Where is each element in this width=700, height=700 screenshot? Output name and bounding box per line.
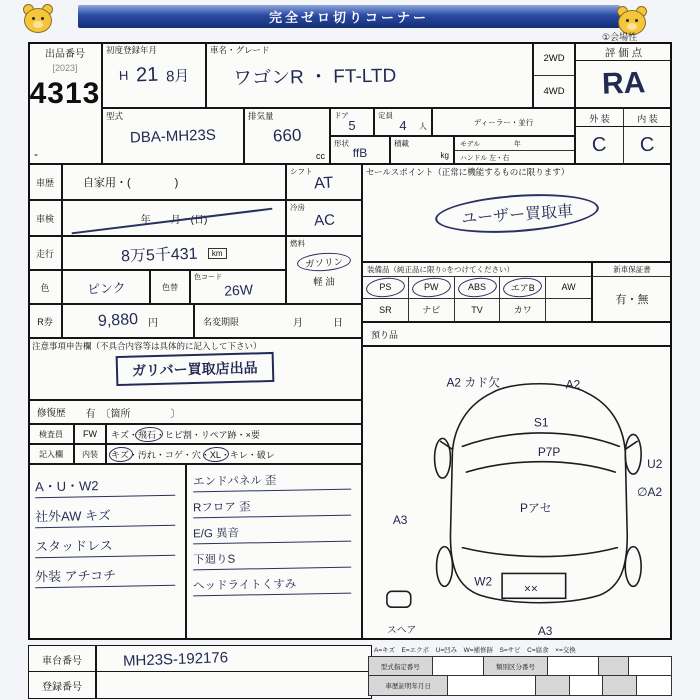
small-value-cell xyxy=(570,676,604,695)
inspector-fw-cell xyxy=(74,424,106,444)
model-handle-cell xyxy=(454,136,575,164)
damage-label-right-upper: U2 xyxy=(647,457,663,472)
warranty-cell xyxy=(592,262,672,322)
equip-tv: TV xyxy=(455,299,501,321)
color-code-cell xyxy=(190,270,286,304)
spare-tire xyxy=(387,591,411,607)
score-value-cell xyxy=(575,60,672,108)
damage-code-legend: A=キズ E=エクボ U=凹み W=補修跡 S=サビ C=腐食 ×=交換 xyxy=(374,647,576,654)
equipment-row1 xyxy=(363,277,591,299)
color-value: ピンク xyxy=(86,279,126,297)
note-line: E/G 異音 xyxy=(193,520,351,545)
lot-number-cell xyxy=(28,42,102,164)
deposit-label: 預り品 xyxy=(371,329,399,340)
inspector-label: 検査員 xyxy=(39,429,63,439)
damage-label-rear-left: W2 xyxy=(474,574,493,589)
drive-2wd: 2WD xyxy=(534,43,574,76)
warranty-label: 新車保証書 xyxy=(593,263,671,277)
r-ticket-value-cell xyxy=(62,304,194,338)
ext-int-header xyxy=(575,108,672,128)
chassis-label-cell xyxy=(28,645,96,673)
capacity-unit: 人 xyxy=(419,122,427,131)
car-name-cell xyxy=(206,42,533,108)
displacement-unit: cc xyxy=(316,151,325,161)
load-unit: kg xyxy=(440,151,449,160)
inspector-items1-cell xyxy=(106,424,362,444)
first-registration-month: 8月 xyxy=(165,67,190,85)
lot-year-tag: [2023] xyxy=(52,63,78,73)
mirror-left xyxy=(441,441,453,449)
aircon-label: 冷房 xyxy=(290,203,305,212)
banner-title: 完全ゼロ切りコーナー xyxy=(268,10,429,25)
shift-cell xyxy=(286,164,362,200)
load-cell xyxy=(390,136,454,164)
capacity-cell xyxy=(374,108,432,136)
name-change-label: 名変期限 xyxy=(203,316,240,327)
bear-muzzle xyxy=(627,23,637,30)
small-value-cell xyxy=(629,657,671,675)
regno-label: 登録番号 xyxy=(42,681,82,693)
equip-blank xyxy=(546,299,591,321)
notice-label: 注意事項申告欄（不具合内容等は具体的に記入して下さい） xyxy=(32,341,262,351)
sales-point-label: セールスポイント（正常に機能するものに限ります） xyxy=(366,167,570,177)
doors-cell xyxy=(330,108,374,136)
history-label-cell xyxy=(28,164,62,200)
damage-label-bonnet: S1 xyxy=(533,415,549,430)
name-change-day: 日 xyxy=(333,317,343,329)
r-ticket-label: R券 xyxy=(37,316,53,327)
note-line: Rフロア 歪 xyxy=(193,494,351,519)
small-header-cell xyxy=(603,676,637,695)
chassis-value-cell xyxy=(96,645,372,673)
notes-middle-column xyxy=(186,464,362,640)
mileage-label: 走行 xyxy=(35,248,54,259)
entry-label-cell xyxy=(28,444,74,464)
class-category-value xyxy=(548,657,600,675)
regno-label-cell xyxy=(28,671,96,699)
equip-navi: ナビ xyxy=(409,299,455,321)
inspector-items2: キズ・汚れ・コゲ・穴・XL・キレ・破レ xyxy=(111,449,275,460)
shift-label: シフト xyxy=(290,167,313,176)
inspector-items1: キズ・飛石・ヒビ割・リペア跡・×要 xyxy=(111,429,260,440)
sales-point-cell xyxy=(362,164,672,262)
fuel-diesel: 軽 油 xyxy=(313,276,335,288)
model-code-cell xyxy=(102,108,244,164)
damage-label-left-side: A3 xyxy=(392,512,408,527)
lot-label: 出品番号 xyxy=(45,49,85,60)
banner xyxy=(78,5,620,28)
history-value-cell xyxy=(62,164,286,200)
entry-label: 記入欄 xyxy=(39,449,63,459)
type-designation-header: 型式指定番号 xyxy=(369,657,433,675)
chassis-value: MH23S-192176 xyxy=(122,648,229,670)
note-line: 下廻りS xyxy=(193,546,351,571)
displacement-cell xyxy=(244,108,330,164)
first-registration-cell xyxy=(102,42,206,108)
small-header-cell xyxy=(599,657,629,675)
damage-label-right-lower: ∅A2 xyxy=(637,484,663,499)
score-value: RA xyxy=(601,66,646,101)
capacity-value: 4 xyxy=(399,117,407,133)
model-code-value: DBA-MH23S xyxy=(129,126,217,146)
inspector-items2-cell xyxy=(106,444,362,464)
doors-label: ドア xyxy=(334,111,349,120)
fuel-label: 燃料 xyxy=(290,239,305,248)
displacement-value: 660 xyxy=(272,125,302,146)
fuel-gasoline: ガソリン xyxy=(296,251,351,273)
history-label: 車歴 xyxy=(35,177,54,188)
color-label-cell xyxy=(28,270,62,304)
small-header-cell xyxy=(536,676,570,695)
shift-value: AT xyxy=(314,174,335,193)
bear-eye xyxy=(635,19,638,22)
diagram-cell xyxy=(362,346,672,640)
r-ticket-unit: 円 xyxy=(148,317,159,329)
shaken-label-cell xyxy=(28,200,62,236)
venue-stamp: ①会場性 xyxy=(602,32,638,42)
shape-value: ffB xyxy=(352,146,368,160)
equipment-label: 装備品（純正品に限り○をつけてください） xyxy=(363,263,591,277)
interior-score-wrap xyxy=(624,127,671,163)
repair-history-value: 有 〔箇所 〕 xyxy=(85,408,181,420)
equip-airbag: エアB xyxy=(500,277,546,298)
bear-eye xyxy=(626,19,629,22)
wheel-rear-left xyxy=(437,547,453,587)
doors-value: 5 xyxy=(348,117,356,133)
first-registration-year: 21 xyxy=(135,63,159,86)
shaken-value: 年 月・(日) xyxy=(140,214,208,226)
wheel-front-right xyxy=(625,434,641,474)
first-registration-era: H xyxy=(118,67,129,83)
model-year-line: モデル 年 xyxy=(455,137,574,151)
inspector-fw: FW xyxy=(83,429,97,439)
shaken-value-cell xyxy=(62,200,286,236)
drive-type-cell xyxy=(533,42,575,108)
lot-number: 4313 xyxy=(29,77,101,110)
class-category-header: 類別区分番号 xyxy=(484,657,548,675)
car-name-value: ワゴンR ・ FT-LTD xyxy=(232,65,397,89)
interior-score: C xyxy=(639,133,656,156)
chassis-label: 車台番号 xyxy=(42,655,82,667)
exterior-score-wrap xyxy=(576,127,624,163)
shaken-label: 車検 xyxy=(35,213,54,224)
score-label: 評 価 点 xyxy=(604,46,643,59)
handle-line: ハンドル 左・右 xyxy=(460,154,510,162)
car-diagram xyxy=(363,347,671,639)
repair-history-label: 修復歴 xyxy=(37,408,66,419)
interior-label: 内 装 xyxy=(637,113,658,124)
exterior-label: 外 装 xyxy=(576,109,624,127)
history-value: 自家用・( ) xyxy=(83,177,179,189)
capacity-label: 定員 xyxy=(378,111,393,120)
mileage-value-cell xyxy=(62,236,286,270)
color-label: 色 xyxy=(40,282,50,293)
damage-label-front-left-corner: A2 カド欠 xyxy=(446,375,501,390)
ext-int-values xyxy=(575,126,672,164)
car-outline xyxy=(387,384,641,607)
bear-eye xyxy=(41,17,44,20)
damage-label-center: Pアセ xyxy=(519,500,552,515)
interior-sub-label: 内装 xyxy=(82,449,98,459)
equip-pw: PW xyxy=(409,277,455,298)
color-value-cell xyxy=(62,270,150,304)
repair-history-cell xyxy=(28,400,362,424)
regno-value-cell xyxy=(96,671,372,699)
note-line: 外装 アチコチ xyxy=(35,560,175,588)
drive-4wd: 4WD xyxy=(543,85,565,97)
lot-dash: - xyxy=(34,147,38,161)
damage-label-rear: A3 xyxy=(537,624,553,639)
equip-leather: カワ xyxy=(500,299,546,321)
history-certificate-value xyxy=(448,676,535,695)
aircon-value: AC xyxy=(313,210,335,230)
rear-window-line xyxy=(462,548,617,557)
equip-aw: AW xyxy=(561,282,576,293)
damage-label-rear-center: ×× xyxy=(523,581,538,596)
exterior-score: C xyxy=(591,133,608,156)
notes-left-column xyxy=(28,464,186,640)
note-line: 社外AW キズ xyxy=(35,500,175,528)
color-code-label: 色コード xyxy=(194,274,222,281)
teddy-bear-icon-left xyxy=(20,4,56,36)
equip-abs: ABS xyxy=(455,277,501,298)
shape-cell xyxy=(330,136,390,164)
damage-label-front: P7P xyxy=(537,445,561,460)
aircon-cell xyxy=(286,200,362,236)
type-designation-value xyxy=(433,657,485,675)
history-certificate-table xyxy=(368,675,672,696)
model-code-label: 型式 xyxy=(106,111,124,121)
dealer-parallel-cell xyxy=(432,108,575,136)
equip-sr: SR xyxy=(363,299,409,321)
notice-cell xyxy=(28,338,362,400)
mileage-value: 8万5千431 xyxy=(121,245,199,265)
shape-label: 形状 xyxy=(334,139,349,148)
dealer-parallel-label: ディーラー・並行 xyxy=(473,117,534,127)
score-header xyxy=(575,42,672,62)
sales-point-value: ユーザー買取車 xyxy=(434,189,600,237)
fuel-cell xyxy=(286,236,362,304)
damage-label-front-right: A2 xyxy=(565,377,581,392)
inspector-label-cell xyxy=(28,424,74,444)
equipment-row2 xyxy=(363,299,591,321)
car-name-label: 車名・グレード xyxy=(210,45,270,55)
notice-value: ガリバー買取店出品 xyxy=(116,352,274,386)
equipment-cell xyxy=(362,262,592,322)
type-designation-table xyxy=(368,656,672,676)
color-change-cell xyxy=(150,270,190,304)
roof-line xyxy=(466,462,615,472)
deposit-cell xyxy=(362,322,672,346)
name-change-month: 月 xyxy=(293,317,303,329)
color-change-label: 色替 xyxy=(162,282,178,292)
load-label: 積載 xyxy=(394,139,409,148)
color-code-value: 26W xyxy=(223,281,253,299)
note-line: ヘッドライトくすみ xyxy=(193,572,351,597)
warranty-value: 有・無 xyxy=(615,294,649,306)
spare-tire-label: スヘア xyxy=(386,625,417,637)
note-line: スタッドレス xyxy=(35,530,175,558)
small-value-cell xyxy=(637,676,671,695)
interior-sub-cell xyxy=(74,444,106,464)
note-line: エンドパネル 歪 xyxy=(193,468,351,493)
bear-muzzle xyxy=(33,21,43,28)
r-ticket-label-cell xyxy=(28,304,62,338)
wheel-rear-right xyxy=(625,547,641,587)
displacement-label: 排気量 xyxy=(248,111,274,121)
mileage-unit: km xyxy=(208,248,227,259)
equip-ps: PS xyxy=(363,277,409,298)
mileage-label-cell xyxy=(28,236,62,270)
first-registration-label: 初度登録年月 xyxy=(106,45,158,55)
r-ticket-value: 9,880 xyxy=(97,310,139,331)
name-change-cell xyxy=(194,304,362,338)
history-certificate-header: 車歴証明年月日 xyxy=(369,676,448,695)
bear-eye xyxy=(32,17,35,20)
wheel-front-left xyxy=(435,438,451,478)
note-line: A・U・W2 xyxy=(35,470,175,498)
